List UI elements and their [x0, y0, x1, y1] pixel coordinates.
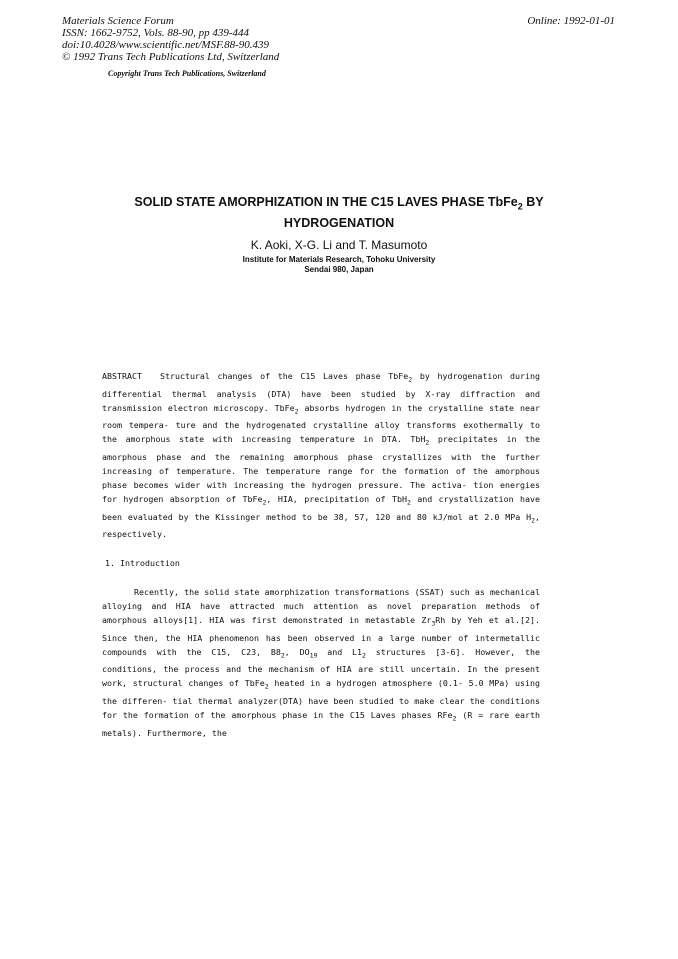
section-heading: 1. Introduction: [105, 558, 180, 568]
abstract-label: ABSTRACT: [102, 371, 142, 381]
abstract-subscript: 2: [294, 407, 299, 416]
meta-line: doi:10.4028/www.scientific.net/MSF.88-90.439: [62, 39, 270, 51]
abstract-text: , respectively.: [102, 511, 540, 540]
abstract-subscript: 2: [406, 498, 411, 507]
copyright-notice: Copyright Trans Tech Publications, Switzerland: [108, 69, 266, 78]
intro-subscript: 2: [362, 651, 366, 660]
abstract-subscript: 2: [531, 516, 535, 525]
meta-line: ISSN: 1662-9752, Vols. 88-90, pp 439-444: [62, 27, 249, 39]
abstract-text: , HIA, precipitation of TbH: [266, 493, 407, 504]
abstract-text: by hydrogenation during differential thermal analysis (DTA) have been studied by X-ray diffraction and transmission electron microscopy. TbFe: [102, 371, 541, 413]
online-date: Online: 1992-01-01: [527, 15, 615, 27]
affiliation-line2: Sendai 980, Japan: [304, 265, 374, 274]
title-line1-prefix: SOLID STATE AMORPHIZATION IN THE C15 LAVES PHASE TbFe: [134, 195, 518, 209]
meta-line: Materials Science Forum: [62, 15, 174, 27]
affiliation-line1: Institute for Materials Research, Tohoku University: [242, 255, 436, 264]
intro-subscript: 2: [452, 714, 457, 723]
intro-text: , DO: [284, 646, 310, 657]
paper-title: [60, 194, 618, 231]
abstract-text: Structural changes of the C15 Laves phase TbFe: [159, 371, 409, 381]
title-subscript: 2: [517, 201, 523, 212]
intro-subscript: 3: [431, 619, 436, 628]
intro-text: and L1: [317, 646, 362, 657]
authors: K. Aoki, X-G. Li and T. Masumoto: [250, 238, 428, 252]
intro-subscript: 2: [280, 651, 285, 660]
abstract-subscript: 2: [425, 438, 430, 447]
intro-text: heated in a hydrogen atmosphere (0.1- 5.0 MPa) using the differen- tial thermal analyzer(DTA) have been studied to make clear the conditions for the formation of the amorphous phase in the C15 Laves phases RFe: [102, 678, 540, 720]
affiliation: [60, 255, 618, 275]
intro-text: Recently, the solid state amorphization transformations (SSAT) such as mechanical alloying and HIA have attracted much attention as novel preparation methods of amorphous alloys[1]. HIA was first demonstrated in metastable Zr: [102, 587, 540, 625]
abstract-text: precipitates in the amorphous phase and the remaining amorphous phase crystallizes with the further increasing of temperature. The temperature range for the formation of the amorphous phase becomes wider with increasing the hydrogen pressure. The activa- tion energies for hydrogen absorption of TbFe: [102, 434, 541, 504]
abstract-subscript: 2: [408, 375, 413, 384]
intro-text: structures [3-6]. However, the conditions, the process and the mechanism of HIA are still uncertain. In the present work, structural changes of TbFe: [102, 646, 540, 689]
abstract: [102, 369, 540, 541]
title-line2: HYDROGENATION: [283, 215, 395, 230]
introduction-body: [102, 585, 540, 740]
intro-subscript: 2: [264, 682, 269, 691]
intro-text: (R = rare earth metals). Furthermore, the: [102, 709, 540, 738]
intro-text: Rh by Yeh et al.[2]. Since then, the HIA phenomenon has been observed in a large number of intermetallic compounds with the C15, C23, B8: [102, 615, 540, 657]
meta-line: © 1992 Trans Tech Publications Ltd, Switzerland: [62, 51, 280, 63]
journal-meta: [62, 15, 279, 63]
abstract-subscript: 2: [262, 498, 267, 507]
intro-subscript: 19: [309, 651, 318, 660]
title-line1-suffix: BY: [522, 195, 544, 209]
abstract-text: absorbs hydrogen in the crystalline state near room tempera- ture and the hydrogenated crystalline alloy transforms exothermally to the amorphous state with increasing temperature in DTA. TbH: [102, 402, 540, 445]
abstract-text: and crystallization have been evaluated by the Kissinger method to be 38, 57, 120 and 80 kJ/mol at 2.0 MPa H: [102, 493, 540, 522]
abstract-body: [102, 371, 540, 539]
